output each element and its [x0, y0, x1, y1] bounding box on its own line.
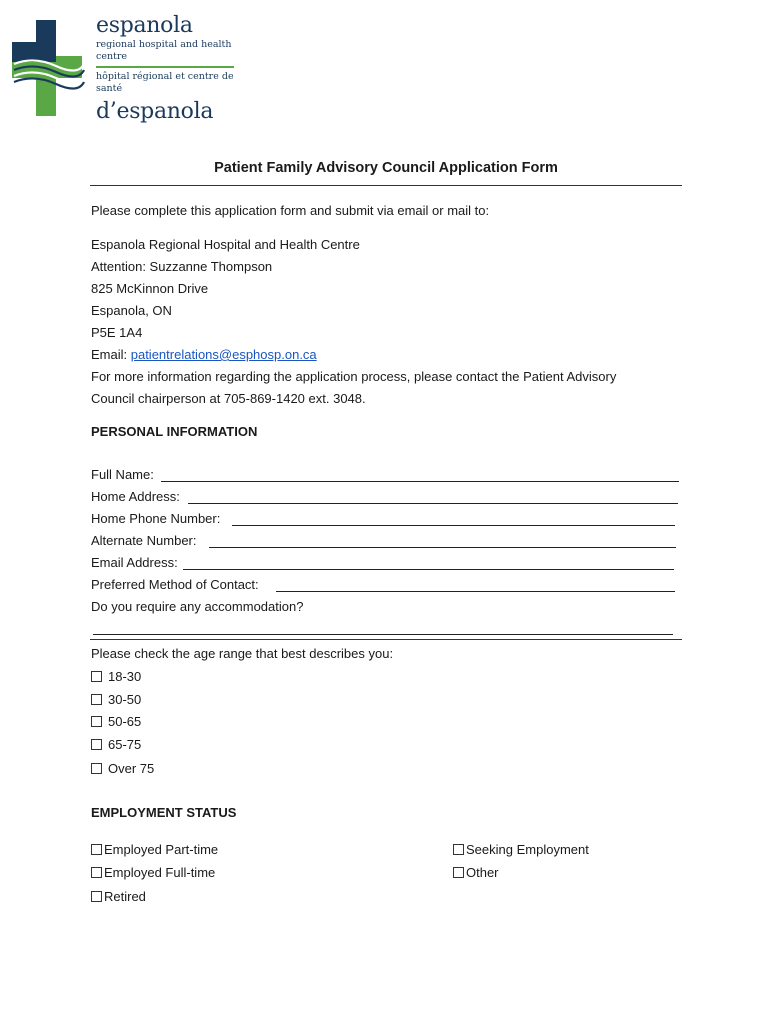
personal-heading: PERSONAL INFORMATION — [91, 424, 258, 439]
employment-option-label: Seeking Employment — [466, 842, 589, 857]
employment-option[interactable] — [91, 841, 218, 858]
age-option-label: 65-75 — [108, 737, 142, 752]
alternate-number-field[interactable] — [209, 547, 676, 548]
section-divider — [90, 639, 682, 640]
home-address-field[interactable] — [188, 503, 678, 504]
preferred-contact-field[interactable] — [276, 591, 675, 592]
employment-option-label: Employed Part-time — [104, 842, 219, 857]
age-option[interactable] — [91, 691, 141, 708]
employment-option[interactable] — [453, 841, 589, 858]
logo-name-fr: d’espanola — [96, 99, 214, 124]
home-phone-field[interactable] — [232, 525, 675, 526]
employment-option-label: Other — [466, 865, 499, 880]
cross-logo-icon — [12, 20, 88, 116]
title-divider — [90, 185, 682, 186]
email-address-field[interactable] — [183, 569, 674, 570]
employment-option-label: Employed Full-time — [104, 865, 216, 880]
accommodation-field[interactable] — [93, 634, 673, 635]
home-address-label: Home Address: — [91, 489, 180, 504]
checkbox[interactable] — [91, 694, 102, 705]
full-name-field[interactable] — [161, 481, 679, 482]
logo-line-en: regional hospital and health centre — [96, 39, 232, 62]
checkbox[interactable] — [453, 867, 464, 878]
age-option-label: 30-50 — [108, 692, 142, 707]
logo-line-fr: hôpital régional et centre de santé — [96, 71, 234, 94]
employment-option-label: Retired — [104, 889, 146, 904]
intro-text: Please complete this application form and submit via email or mail to: — [91, 203, 490, 218]
checkbox[interactable] — [453, 844, 464, 855]
email-address-label: Email Address: — [91, 555, 178, 570]
age-option-label: 50-65 — [108, 714, 142, 729]
alternate-number-label: Alternate Number: — [91, 533, 197, 548]
age-option[interactable] — [91, 668, 141, 685]
address-email-line — [91, 346, 317, 363]
age-option[interactable] — [91, 760, 154, 777]
logo-divider — [96, 66, 234, 68]
form-title: Patient Family Advisory Council Application Form — [214, 160, 558, 176]
checkbox[interactable] — [91, 844, 102, 855]
checkbox[interactable] — [91, 891, 102, 902]
preferred-contact-label: Preferred Method of Contact: — [91, 577, 259, 592]
age-option[interactable] — [91, 713, 141, 730]
address-street: 825 McKinnon Drive — [91, 281, 209, 296]
checkbox[interactable] — [91, 739, 102, 750]
address-attention: Attention: Suzzanne Thompson — [91, 259, 273, 274]
info-line-2: Council chairperson at 705-869-1420 ext. 3048. — [91, 391, 366, 406]
accommodation-label: Do you require any accommodation? — [91, 599, 304, 614]
email-label: Email: — [91, 347, 131, 362]
checkbox[interactable] — [91, 716, 102, 727]
full-name-label: Full Name: — [91, 467, 154, 482]
checkbox[interactable] — [91, 763, 102, 774]
age-option[interactable] — [91, 736, 141, 753]
home-phone-label: Home Phone Number: — [91, 511, 221, 526]
checkbox[interactable] — [91, 671, 102, 682]
hospital-logo — [12, 13, 242, 124]
info-line-1: For more information regarding the application process, please contact the Patient Advisory — [91, 369, 617, 384]
address-postal: P5E 1A4 — [91, 325, 143, 340]
address-city: Espanola, ON — [91, 303, 172, 318]
age-option-label: 18-30 — [108, 669, 142, 684]
checkbox[interactable] — [91, 867, 102, 878]
employment-option[interactable] — [91, 864, 215, 881]
logo-wordmark — [96, 14, 246, 125]
age-prompt: Please check the age range that best describes you: — [91, 646, 394, 661]
employment-option[interactable] — [453, 864, 499, 881]
address-org: Espanola Regional Hospital and Health Centre — [91, 237, 360, 252]
logo-name: espanola — [96, 13, 193, 38]
employment-heading: EMPLOYMENT STATUS — [91, 805, 237, 820]
age-option-label: Over 75 — [108, 761, 155, 776]
employment-option[interactable] — [91, 888, 146, 905]
email-link[interactable]: patientrelations@esphosp.on.ca — [130, 347, 317, 362]
